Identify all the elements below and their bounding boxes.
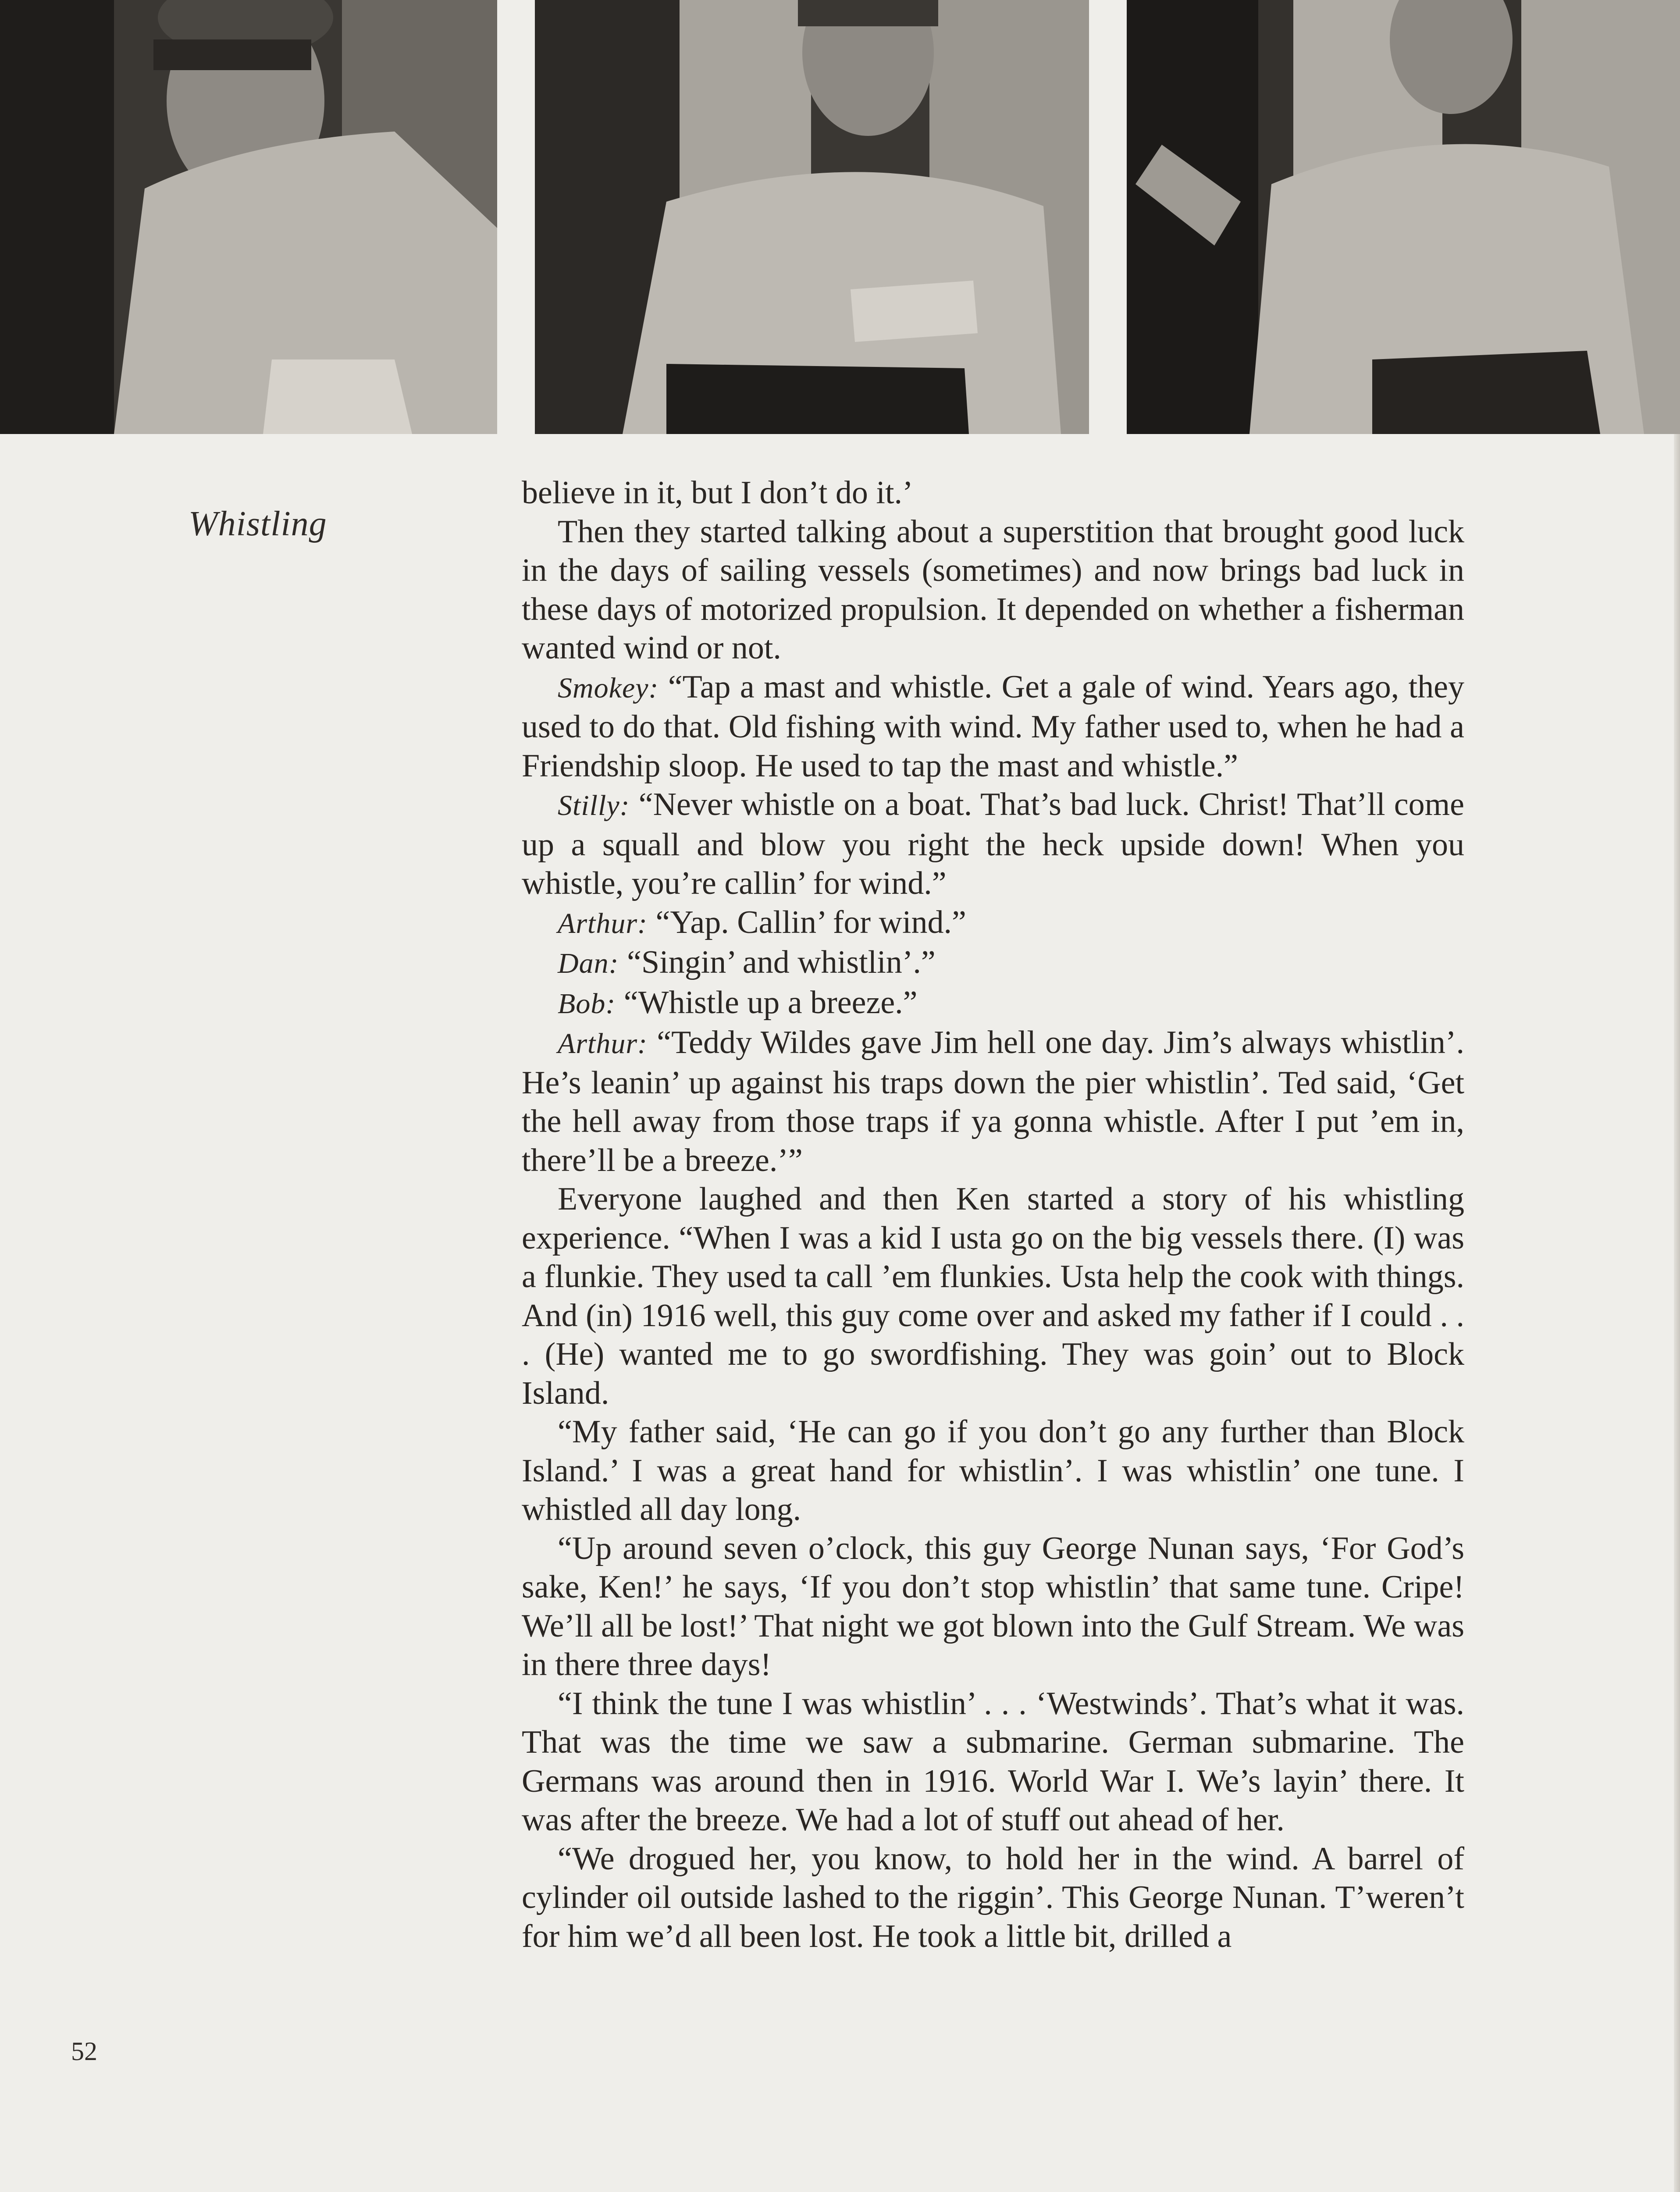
paragraph [522, 512, 1464, 668]
paragraph-text: believe in it, but I don’t do it.’ [522, 475, 913, 511]
side-heading: Whistling [189, 505, 327, 543]
paragraph [522, 668, 1464, 786]
paragraph [522, 1840, 1464, 1956]
paragraph-text: “My father said, ‘He can go if you don’t go any further than Block Island.’ I was a great hand for whistlin’. I was whistlin’ one tune. I whistled all day long. [522, 1414, 1464, 1527]
paragraph [522, 943, 1464, 983]
body-text [522, 473, 1464, 1956]
paragraph-text: “Singin’ and whistlin’.” [627, 944, 936, 980]
speaker-label: Arthur: [558, 907, 648, 939]
paragraph-text: “Up around seven o’clock, this guy George Nunan says, ‘For God’s sake, Ken!’ he says, ‘If you don’t stop whistlin’ that same tune. Cripe! We’ll all be lost!’ That night we got blown into the Gulf Stream. We was in there three days! [522, 1530, 1464, 1683]
photo-man-in-cap-1-graphic [0, 0, 497, 434]
paragraph-text: “Tap a mast and whistle. Get a gale of wind. Years ago, they used to do that. Old fishing with wind. My father used to, when he had a Friendship sloop. He used to tap the mast and whistle.” [522, 669, 1465, 784]
paragraph-text: “We drogued her, you know, to hold her in the wind. A barrel of cylinder oil outside lashed to the riggin’. This George Nunan. T’weren’t for him we’d all been lost. He took a little bit, drilled a [522, 1840, 1464, 1954]
speaker-label: Dan: [558, 947, 619, 979]
paragraph-text: Everyone laughed and then Ken started a story of his whistling experience. “When I was a kid I usta go on the big vessels there. (I) was a flunkie. They used ta call ’em flunkies. Usta help the cook with things. And (in) 1916 well, this guy come over and asked my father if I could . . . (He) wanted me to go swordfishing. They was goin’ out to Block Island. [522, 1181, 1464, 1411]
photo-man-in-cap-2-graphic [535, 0, 1089, 434]
paragraph-text: “Teddy Wildes gave Jim hell one day. Jim’s always whistlin’. He’s leanin’ up against his traps down the pier whistlin’. Ted said, ‘Get the hell away from those traps if ya gonna whistle. After I put ’em in, there’ll be a breeze.’” [522, 1025, 1464, 1178]
paragraph-text: “Yap. Callin’ for wind.” [655, 904, 966, 940]
page-edge [1674, 434, 1680, 2192]
photo-man-in-cap-2 [535, 0, 1089, 434]
paragraph-text: “Never whistle on a boat. That’s bad luck. Christ! That’ll come up a squall and blow you right the heck upside down! When you whistle, you’re callin’ for wind.” [522, 786, 1464, 901]
paragraph [522, 473, 1464, 512]
photo-man-in-cap-1 [0, 0, 497, 434]
speaker-label: Smokey: [558, 672, 659, 704]
paragraph [522, 785, 1464, 903]
paragraph [522, 903, 1464, 943]
speaker-label: Stilly: [558, 790, 630, 822]
paragraph-text: “I think the tune I was whistlin’ . . . ‘Westwinds’. That’s what it was. That was the time we saw a submarine. German submarine. The Germans was around then in 1916. World War I. We’s layin’ there. It was after the breeze. We had a lot of stuff out ahead of her. [522, 1685, 1464, 1838]
paragraph [522, 1529, 1464, 1684]
photo-man-in-cap-3-graphic [1127, 0, 1680, 434]
speaker-label: Arthur: [558, 1028, 648, 1060]
paragraph [522, 1180, 1464, 1413]
paragraph [522, 1684, 1464, 1840]
page-number: 52 [71, 2037, 97, 2066]
paragraph [522, 1023, 1464, 1180]
paragraph [522, 1413, 1464, 1529]
paragraph-text: “Whistle up a breeze.” [623, 984, 918, 1021]
photo-man-in-cap-3 [1127, 0, 1680, 434]
paragraph [522, 983, 1464, 1024]
speaker-label: Bob: [558, 987, 616, 1020]
paragraph-text: Then they started talking about a superstition that brought good luck in the days of sailing vessels (sometimes) and now brings bad luck in these days of motorized propulsion. It depended on whether a fisherman wanted wind or not. [522, 513, 1464, 666]
